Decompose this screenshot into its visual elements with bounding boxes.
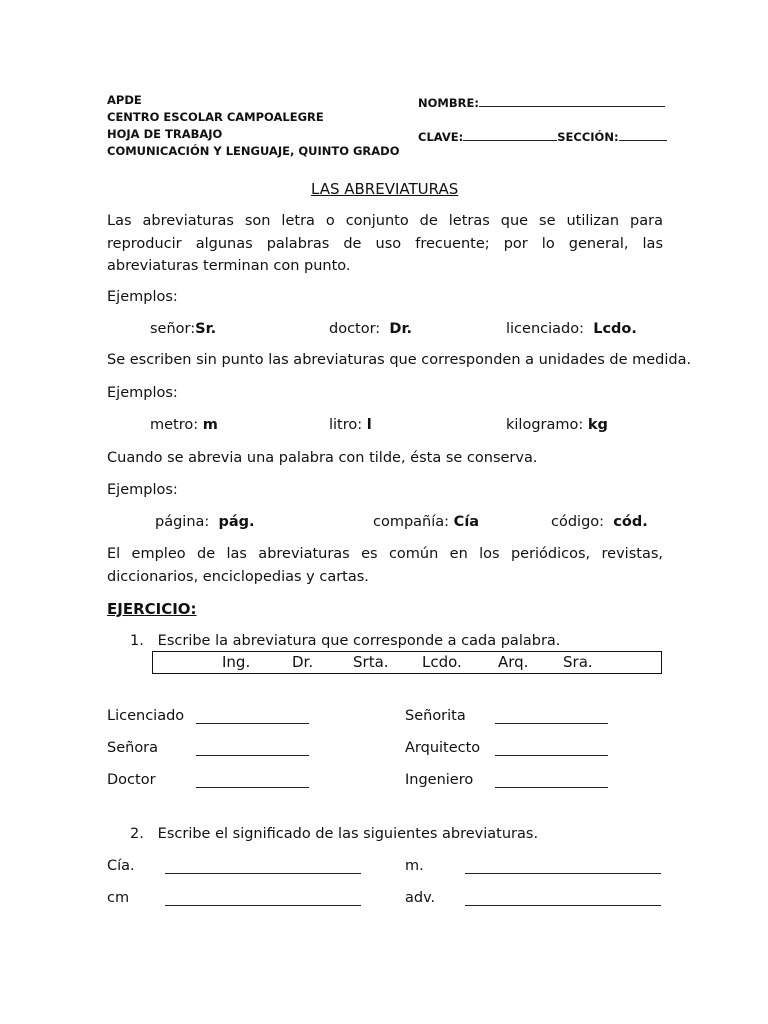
q1-item-right-2 xyxy=(405,737,480,759)
answer-blank[interactable] xyxy=(165,859,361,874)
page-title: LAS ABREVIATURAS xyxy=(311,180,459,198)
answer-blank[interactable] xyxy=(465,891,661,906)
seccion-blank[interactable] xyxy=(619,126,667,141)
word-bank-item: Sra. xyxy=(563,653,593,671)
example-3-2 xyxy=(373,511,479,533)
q2-item-right-1 xyxy=(405,855,424,877)
rule-units: Se escriben sin punto las abreviaturas que corresponden a unidades de medida. xyxy=(107,352,692,368)
example-abbr: m xyxy=(202,417,218,433)
examples-label-1: Ejemplos: xyxy=(107,289,178,305)
example-abbr: Sr. xyxy=(195,321,217,337)
example-abbr: cód. xyxy=(613,514,648,530)
q1-item-right-1 xyxy=(405,705,466,727)
q1-item-left-1 xyxy=(107,705,184,727)
example-1-3 xyxy=(506,318,637,340)
question-1 xyxy=(130,630,560,652)
header-line-school: CENTRO ESCOLAR CAMPOALEGRE xyxy=(107,110,324,124)
example-word: kilogramo: xyxy=(506,417,584,433)
q1-item-left-3 xyxy=(107,769,156,791)
item-abbr: adv. xyxy=(405,890,436,906)
word-bank-item: Srta. xyxy=(353,653,389,671)
clave-label: CLAVE: xyxy=(418,130,464,144)
question-text: Escribe el significado de las siguientes abreviaturas. xyxy=(157,826,539,842)
example-word: página: xyxy=(155,514,210,530)
question-text: Escribe la abreviatura que corresponde a cada palabra. xyxy=(157,633,561,649)
item-word: Licenciado xyxy=(107,708,185,724)
clave-blank[interactable] xyxy=(463,126,557,141)
example-3-3 xyxy=(551,511,648,533)
example-3-1 xyxy=(155,511,255,533)
intro-paragraph: Las abreviaturas son letra o conjunto de letras que se utilizan para reproducir algunas palabras de uso frecuente; por lo general, las abreviaturas terminan con punto. xyxy=(107,213,663,274)
example-abbr: kg xyxy=(587,417,608,433)
question-number: 1. xyxy=(130,633,144,649)
word-bank-item: Ing. xyxy=(222,653,251,671)
example-2-3 xyxy=(506,414,608,436)
example-1-2 xyxy=(329,318,412,340)
clave-seccion-field[interactable] xyxy=(418,126,667,146)
name-blank[interactable] xyxy=(479,92,665,107)
example-word: licenciado: xyxy=(506,321,584,337)
word-bank-item: Dr. xyxy=(292,653,314,671)
example-word: compañía: xyxy=(373,514,450,530)
header-line-subject: COMUNICACIÓN Y LENGUAJE, QUINTO GRADO xyxy=(107,144,400,158)
example-abbr: pág. xyxy=(218,514,255,530)
examples-label-3: Ejemplos: xyxy=(107,482,178,498)
header-line-doc-type: HOJA DE TRABAJO xyxy=(107,127,223,141)
example-2-1 xyxy=(150,414,218,436)
name-field[interactable] xyxy=(418,92,665,112)
examples-label-2: Ejemplos: xyxy=(107,385,178,401)
answer-blank[interactable] xyxy=(165,891,361,906)
q2-item-left-2 xyxy=(107,887,129,909)
exercise-title: EJERCICIO: xyxy=(107,600,197,618)
item-word: Ingeniero xyxy=(405,772,474,788)
example-abbr: l xyxy=(366,417,372,433)
q2-item-left-1 xyxy=(107,855,135,877)
q2-item-right-2 xyxy=(405,887,435,909)
item-abbr: m. xyxy=(405,858,424,874)
answer-blank[interactable] xyxy=(495,741,608,756)
item-word: Arquitecto xyxy=(405,740,481,756)
answer-blank[interactable] xyxy=(495,709,608,724)
item-abbr: cm xyxy=(107,890,130,906)
item-word: Doctor xyxy=(107,772,156,788)
school-header xyxy=(107,92,400,160)
example-word: código: xyxy=(551,514,605,530)
rule-accent: Cuando se abrevia una palabra con tilde, ésta se conserva. xyxy=(107,450,538,466)
seccion-label: SECCIÓN: xyxy=(557,130,619,144)
answer-blank[interactable] xyxy=(196,709,309,724)
rule-usage: El empleo de las abreviaturas es común en los periódicos, revistas, diccionarios, enciclopedias y cartas. xyxy=(107,546,663,585)
answer-blank[interactable] xyxy=(196,773,309,788)
item-abbr: Cía. xyxy=(107,858,135,874)
example-word: señor: xyxy=(150,321,196,337)
example-word: doctor: xyxy=(329,321,381,337)
example-abbr: Lcdo. xyxy=(593,321,637,337)
item-word: Señorita xyxy=(405,708,466,724)
answer-blank[interactable] xyxy=(465,859,661,874)
example-2-2 xyxy=(329,414,372,436)
question-number: 2. xyxy=(130,826,144,842)
example-word: metro: xyxy=(150,417,199,433)
question-2 xyxy=(130,823,538,845)
answer-blank[interactable] xyxy=(196,741,309,756)
example-1-1 xyxy=(150,318,216,340)
q1-item-right-3 xyxy=(405,769,473,791)
answer-blank[interactable] xyxy=(495,773,608,788)
item-word: Señora xyxy=(107,740,159,756)
q1-item-left-2 xyxy=(107,737,158,759)
example-abbr: Dr. xyxy=(389,321,413,337)
example-abbr: Cía xyxy=(453,514,480,530)
word-bank-item: Lcdo. xyxy=(422,653,462,671)
word-bank-item: Arq. xyxy=(498,653,529,671)
header-line-org: APDE xyxy=(107,93,142,107)
example-word: litro: xyxy=(329,417,363,433)
name-label: NOMBRE: xyxy=(418,96,479,110)
